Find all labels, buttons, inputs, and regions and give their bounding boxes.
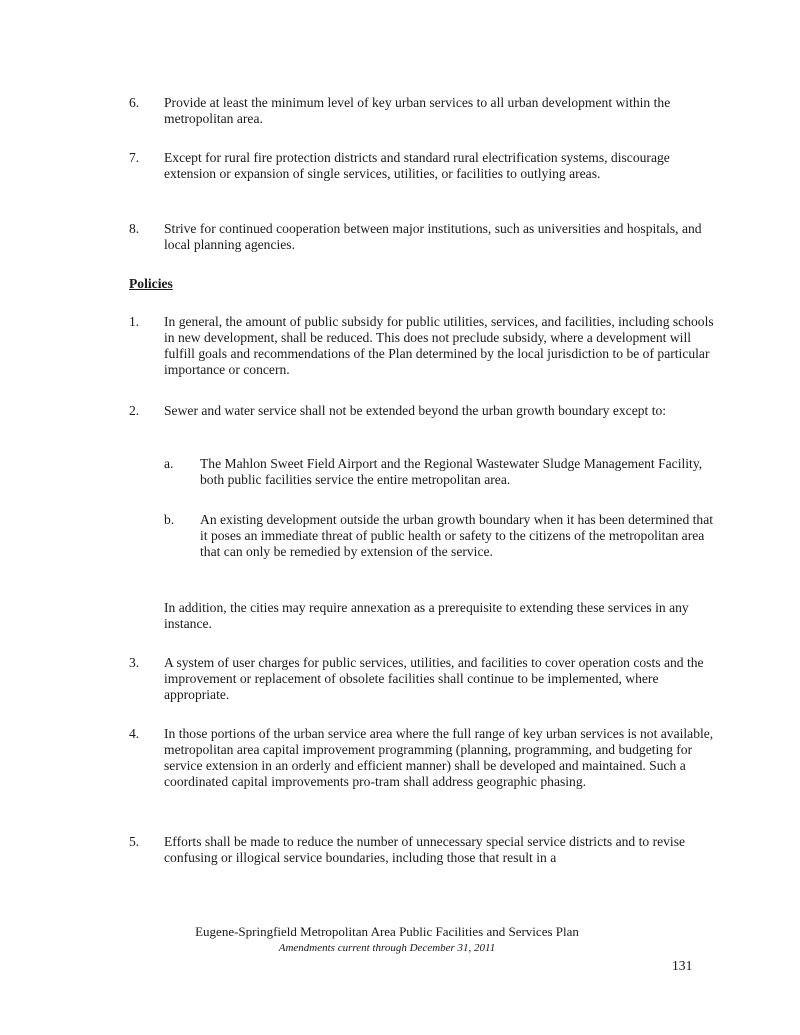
policy-item-3 [129, 655, 719, 703]
item-number: 8. [129, 221, 140, 236]
policies-heading: Policies [129, 276, 173, 291]
policy-item-5 [129, 834, 719, 866]
objective-item-8 [129, 221, 719, 253]
policy-2-subitem-a [164, 456, 720, 488]
policy-item-2 [129, 403, 719, 419]
item-text: Sewer and water service shall not be extended beyond the urban growth boundary except to: [164, 403, 667, 418]
subitem-text: An existing development outside the urban growth boundary when it has been determined that it poses an immediate threat of public health or safety to the citizens of the metropolitan area that can only be remedied by extension of the service. [200, 512, 714, 559]
footer-subtitle-text: Amendments current through December 31, 2011 [278, 942, 496, 954]
item-number: 5. [129, 834, 140, 849]
subitem-letter: b. [164, 512, 175, 527]
policy-2-addition: In addition, the cities may require annexation as a prerequisite to extending these services in any instance. [164, 600, 689, 631]
item-text: Efforts shall be made to reduce the number of unnecessary special service districts and to revise confusing or illogical service boundaries, including those that result in a [164, 834, 686, 865]
footer-title [0, 924, 800, 940]
subitem-letter: a. [164, 456, 174, 471]
footer-subtitle [0, 940, 800, 956]
item-text: In those portions of the urban service area where the full range of key urban services is not available, metropolitan area capital improvement programming (planning, programming, and budgeting for service extension in an orderly and efficient manner) shall be developed and maintained. Such a coordinated capital improvements pro-tram shall address geographic phasing. [164, 726, 714, 789]
item-number: 3. [129, 655, 140, 670]
item-text: Strive for continued cooperation between major institutions, such as universities and hospitals, and local planning agencies. [164, 221, 702, 252]
objective-item-6 [129, 95, 719, 127]
item-number: 1. [129, 314, 140, 329]
policy-2-subitem-b [164, 512, 720, 560]
item-number: 6. [129, 95, 140, 110]
page-number: 131 [672, 958, 693, 973]
item-text: In general, the amount of public subsidy for public utilities, services, and facilities, including schools in new development, shall be reduced. This does not preclude subsidy, where a development will fulfill goals and recommendations of the Plan determined by the local jurisdiction to be of particular importance or concern. [164, 314, 714, 377]
policy-item-1 [129, 314, 719, 378]
objective-item-7 [129, 150, 719, 182]
item-number: 4. [129, 726, 140, 741]
item-text: A system of user charges for public services, utilities, and facilities to cover operation costs and the improvement or replacement of obsolete facilities shall continue to be implemented, where appropriate. [164, 655, 704, 702]
policy-item-4 [129, 726, 719, 790]
item-text: Except for rural fire protection districts and standard rural electrification systems, discourage extension or expansion of single services, utilities, or facilities to outlying areas. [164, 150, 670, 181]
footer-title-text: Eugene-Springfield Metropolitan Area Public Facilities and Services Plan [195, 924, 579, 939]
subitem-text: The Mahlon Sweet Field Airport and the Regional Wastewater Sludge Management Facility, both public facilities service the entire metropolitan area. [200, 456, 703, 487]
item-text: Provide at least the minimum level of key urban services to all urban development within the metropolitan area. [164, 95, 671, 126]
item-number: 2. [129, 403, 140, 418]
item-number: 7. [129, 150, 140, 165]
